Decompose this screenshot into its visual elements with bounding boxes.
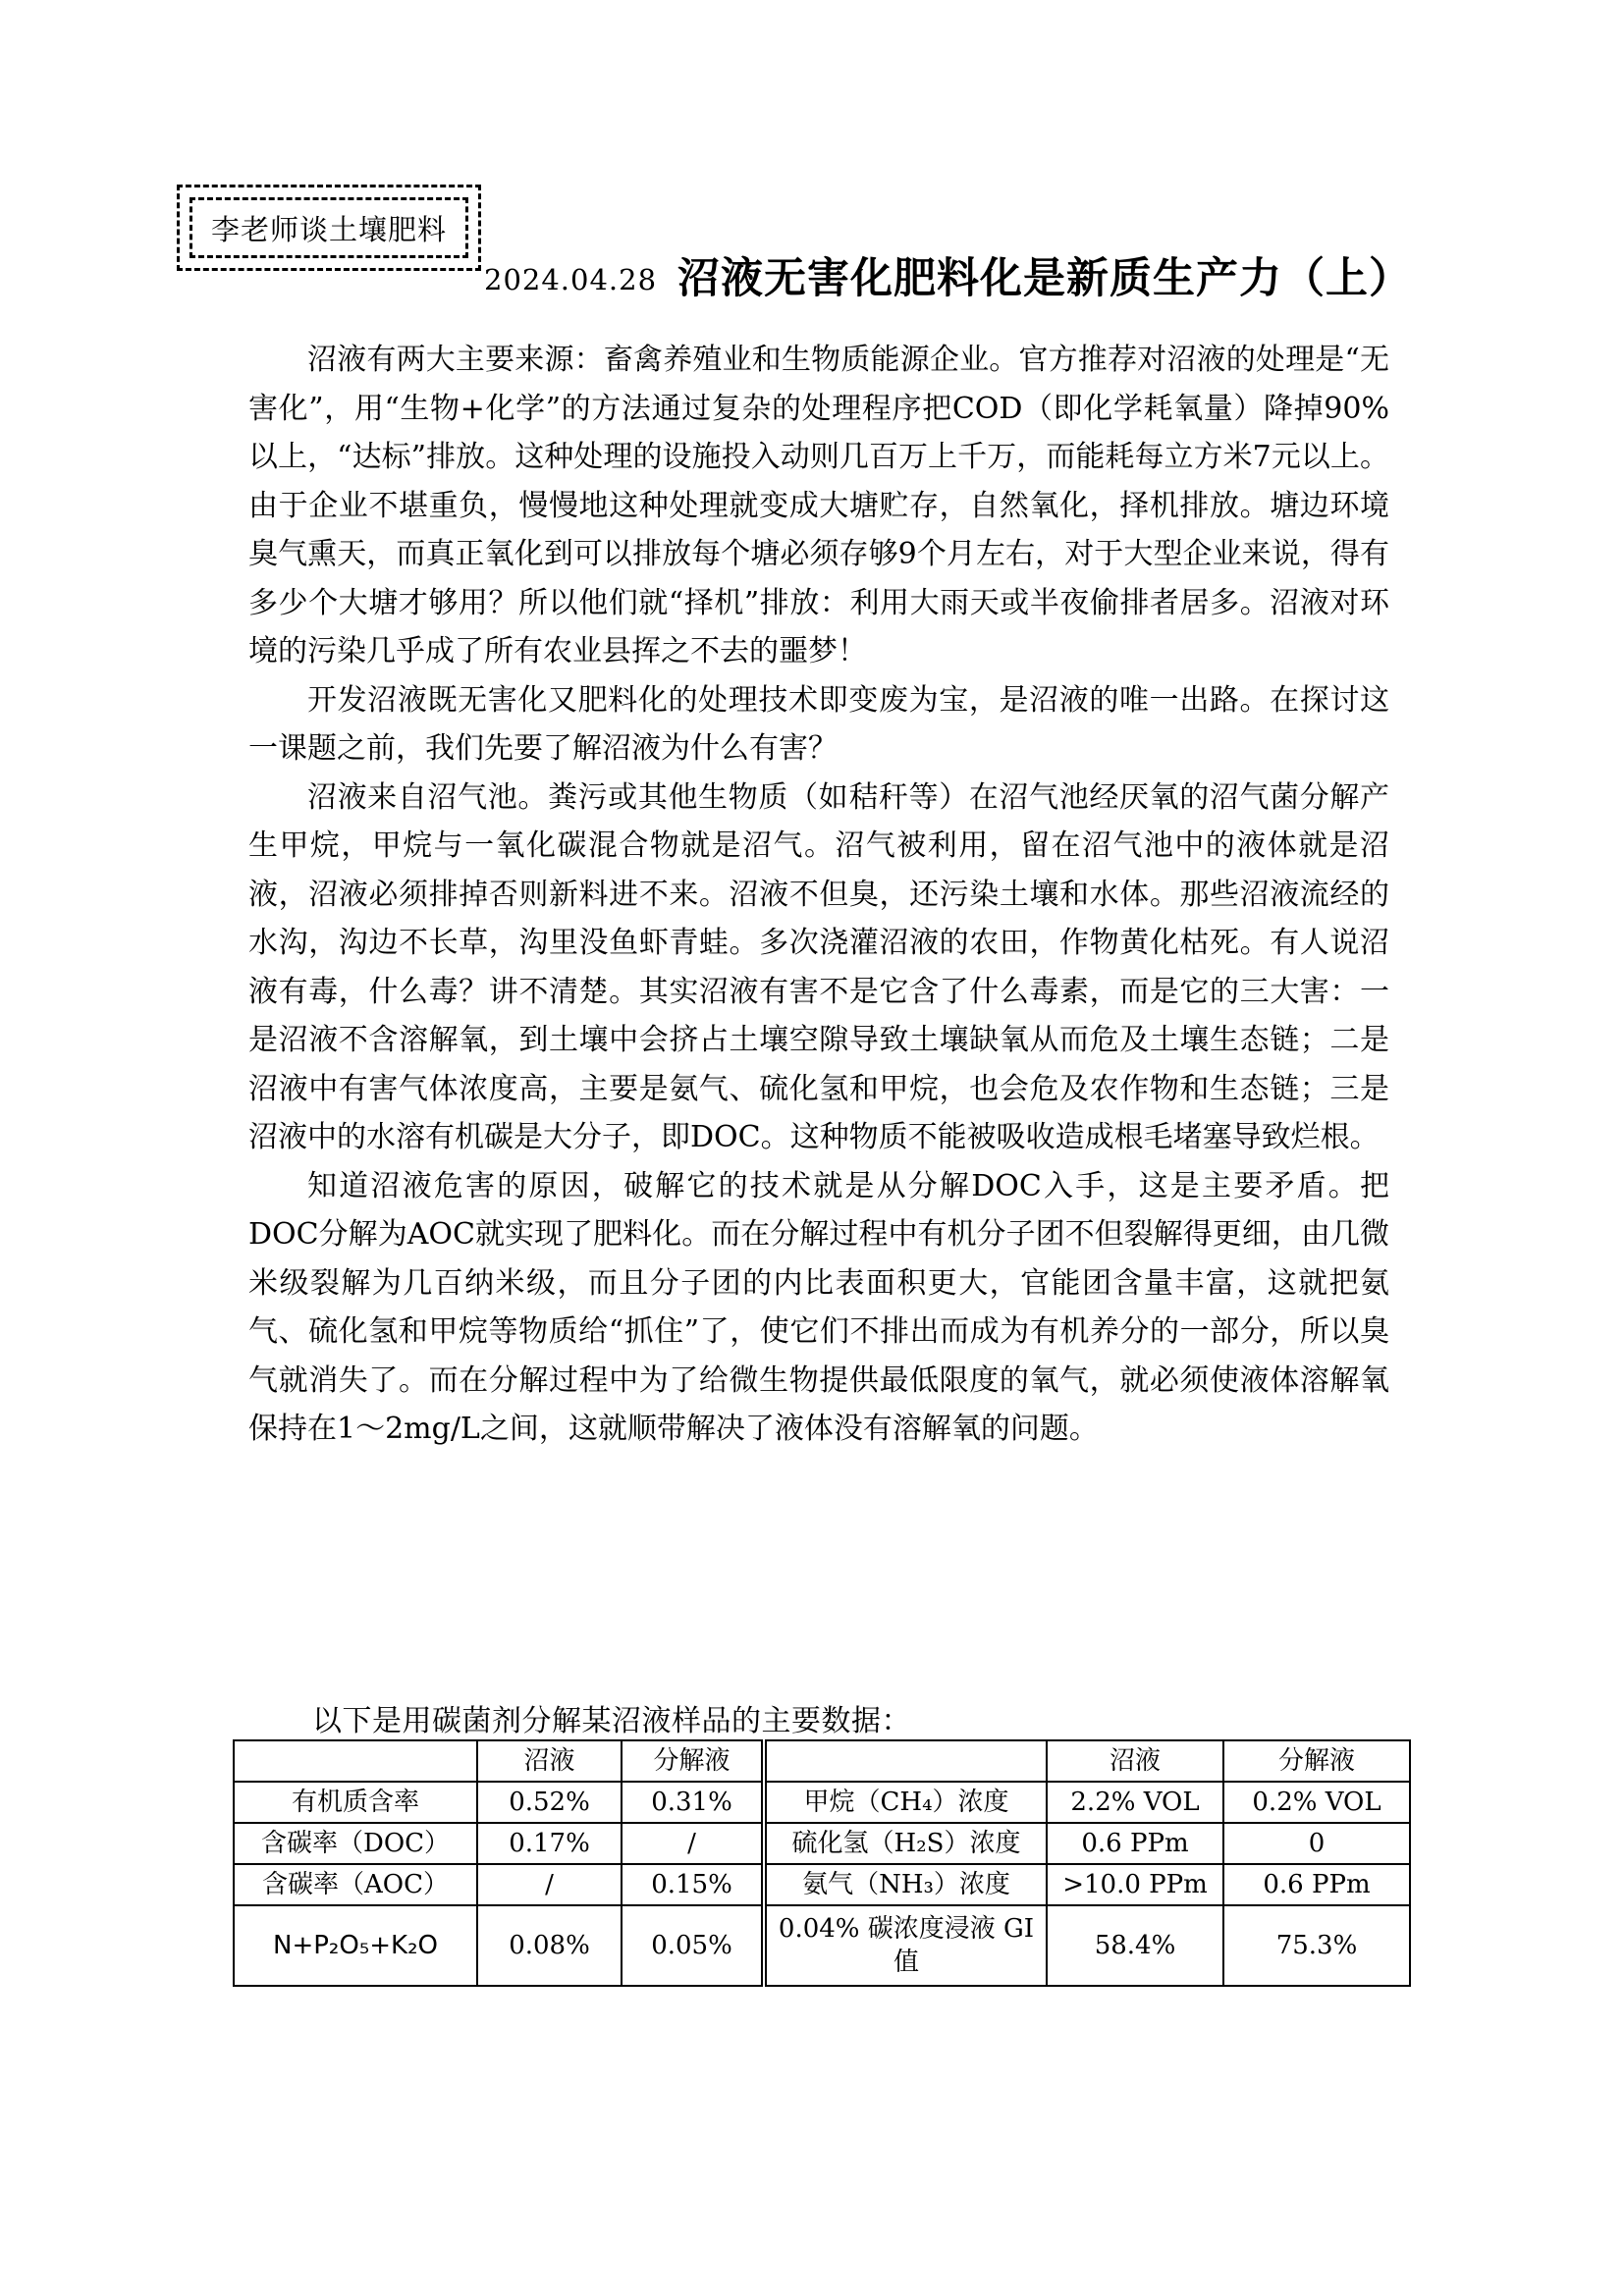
table-header-cell — [764, 1740, 1047, 1782]
table-row — [234, 1782, 1410, 1823]
table-header-row — [234, 1740, 1410, 1782]
table-cell: 0.6 PPm — [1047, 1823, 1223, 1864]
table-cell: 0.05% — [622, 1905, 764, 1986]
table-header-cell — [234, 1740, 477, 1782]
column-stamp-label: 李老师谈土壤肥料 — [189, 197, 468, 258]
table-cell: 硫化氢（H₂S）浓度 — [764, 1823, 1047, 1864]
table-cell: >10.0 PPm — [1047, 1864, 1223, 1905]
article-title: 沼液无害化肥料化是新质生产力（上） — [677, 254, 1412, 303]
table-cell: 0.08% — [477, 1905, 622, 1986]
paragraph: 开发沼液既无害化又肥料化的处理技术即变废为宝，是沼液的唯一出路。在探讨这一课题之前，我们先要了解沼液为什么有害？ — [248, 682, 1389, 766]
table-cell: 含碳率（DOC） — [234, 1823, 477, 1864]
table-header-cell: 沼液 — [477, 1740, 622, 1782]
table-cell: 0.52% — [477, 1782, 622, 1823]
table-cell: N+P₂O₅+K₂O — [234, 1905, 477, 1986]
table-cell: 0.31% — [622, 1782, 764, 1823]
table-cell: 0.17% — [477, 1823, 622, 1864]
table-cell: / — [477, 1864, 622, 1905]
paragraph: 知道沼液危害的原因，破解它的技术就是从分解DOC入手，这是主要矛盾。把DOC分解为AOC就实现了肥料化。而在分解过程中有机分子团不但裂解得更细，由几微米级裂解为几百纳米级，而且分子团的内比表面积更大，官能团含量丰富，这就把氨气、硫化氢和甲烷等物质给“抓住”了，使它们不排出而成为有机养分的一部分，所以臭气就消失了。而在分解过程中为了给微生物提供最低限度的氧气，就必须使液体溶解氧保持在1～2mg/L之间，这就顺带解决了液体没有溶解氧的问题。 — [248, 1168, 1389, 1446]
table-header-cell: 分解液 — [1223, 1740, 1410, 1782]
column-stamp-box — [177, 185, 481, 271]
paragraph: 沼液来自沼气池。粪污或其他生物质（如秸秆等）在沼气池经厌氧的沼气菌分解产生甲烷，甲烷与一氧化碳混合物就是沼气。沼气被利用，留在沼气池中的液体就是沼液，沼液必须排掉否则新料进不来。沼液不但臭，还污染土壤和水体。那些沼液流经的水沟，沟边不长草，沟里没鱼虾青蛙。多次浇灌沼液的农田，作物黄化枯死。有人说沼液有毒，什么毒？讲不清楚。其实沼液有害不是它含了什么毒素，而是它的三大害：一是沼液不含溶解氧，到土壤中会挤占土壤空隙导致土壤缺氧从而危及土壤生态链；二是沼液中有害气体浓度高，主要是氨气、硫化氢和甲烷，也会危及农作物和生态链；三是沼液中的水溶有机碳是大分子，即DOC。这种物质不能被吸收造成根毛堵塞导致烂根。 — [248, 779, 1389, 1154]
table-cell: 0.2% VOL — [1223, 1782, 1410, 1823]
table-cell: / — [622, 1823, 764, 1864]
table-cell: 0 — [1223, 1823, 1410, 1864]
table-cell: 含碳率（AOC） — [234, 1864, 477, 1905]
table-cell: 0.04% 碳浓度浸液 GI值 — [764, 1905, 1047, 1986]
article-body — [248, 336, 1389, 1454]
table-cell: 75.3% — [1223, 1905, 1410, 1986]
data-table — [233, 1739, 1411, 1987]
table-row — [234, 1823, 1410, 1864]
publish-date: 2024.04.28 — [484, 263, 658, 296]
table-cell: 有机质含率 — [234, 1782, 477, 1823]
table-row — [234, 1864, 1410, 1905]
table-header-cell: 沼液 — [1047, 1740, 1223, 1782]
table-cell: 0.15% — [622, 1864, 764, 1905]
table-cell: 58.4% — [1047, 1905, 1223, 1986]
table-caption: 以下是用碳菌剂分解某沼液样品的主要数据： — [312, 1704, 911, 1738]
table-cell: 氨气（NH₃）浓度 — [764, 1864, 1047, 1905]
table-cell: 甲烷（CH₄）浓度 — [764, 1782, 1047, 1823]
table-header-cell: 分解液 — [622, 1740, 764, 1782]
table-row — [234, 1905, 1410, 1986]
table-cell: 2.2% VOL — [1047, 1782, 1223, 1823]
table-cell: 0.6 PPm — [1223, 1864, 1410, 1905]
paragraph: 沼液有两大主要来源：畜禽养殖业和生物质能源企业。官方推荐对沼液的处理是“无害化”，用“生物+化学”的方法通过复杂的处理程序把COD（即化学耗氧量）降掉90%以上，“达标”排放。这种处理的设施投入动则几百万上千万，而能耗每立方米7元以上。由于企业不堪重负，慢慢地这种处理就变成大塘贮存，自然氧化，择机排放。塘边环境臭气熏天，而真正氧化到可以排放每个塘必须存够9个月左右，对于大型企业来说，得有多少个大塘才够用？所以他们就“择机”排放：利用大雨天或半夜偷排者居多。沼液对环境的污染几乎成了所有农业县挥之不去的噩梦！ — [248, 343, 1389, 668]
